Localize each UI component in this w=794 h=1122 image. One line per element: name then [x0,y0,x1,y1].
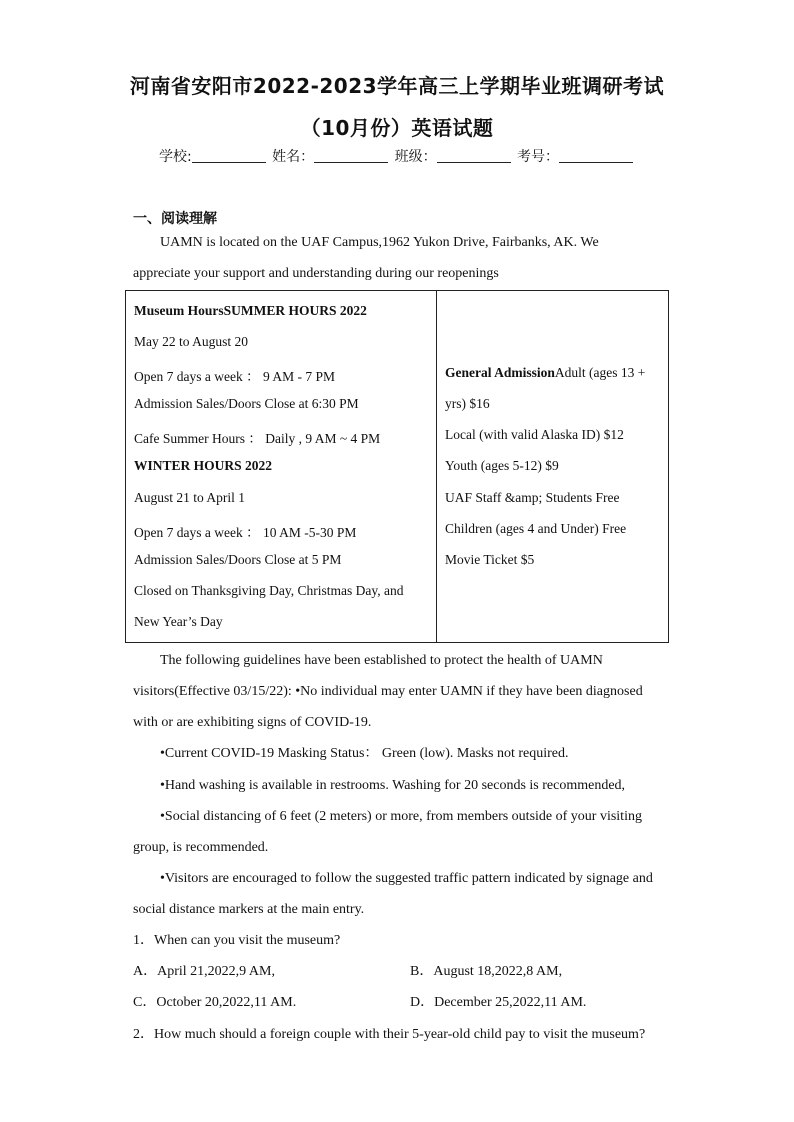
option-1b[interactable]: B．August 18,2022,8 AM, [410,964,563,979]
guideline-line: •Hand washing is available in restrooms. Washing for 20 seconds is recommended, [160,778,626,793]
winter-open-hours: Open 7 days a week ： 10 AM -5-30 PM [134,525,357,540]
general-admission: General AdmissionAdult (ages 13 + [445,365,646,380]
museum-info-table [125,290,669,643]
closed-days: Closed on Thanksgiving Day, Christmas Day, and [134,583,404,598]
cafe-hours: Cafe Summer Hours ： Daily , 9 AM ~ 4 PM [134,431,381,446]
question-1: 1．When can you visit the museum? [133,933,341,948]
closed-days-cont: New Year’s Day [134,614,223,629]
guideline-line: •Visitors are encouraged to follow the suggested traffic pattern indicated by signage and [160,871,653,886]
name-blank[interactable] [314,148,388,163]
option-1d[interactable]: D．December 25,2022,11 AM. [410,995,587,1010]
guideline-line: •Current COVID-19 Masking Status： Green (low). Masks not required. [160,746,569,761]
youth-price: Youth (ages 5-12) $9 [445,458,559,473]
adult-price: yrs) $16 [445,396,490,411]
name-label: 姓名： [272,149,315,165]
guideline-line: •Social distancing of 6 feet (2 meters) or more, from members outside of your visiting [160,809,642,824]
exam-number-blank[interactable] [559,148,633,163]
option-1c[interactable]: C．October 20,2022,11 AM. [133,995,297,1010]
question-2: 2．How much should a foreign couple with their 5-year-old child pay to visit the museum? [133,1027,646,1042]
page-title: 河南省安阳市2022-2023学年高三上学期毕业班调研考试 [129,74,665,98]
summer-close-time: Admission Sales/Doors Close at 6:30 PM [134,396,359,411]
option-1a[interactable]: A．April 21,2022,9 AM, [133,964,275,979]
guideline-line: with or are exhibiting signs of COVID-19. [133,715,372,730]
school-blank[interactable] [192,148,266,163]
winter-close-time: Admission Sales/Doors Close at 5 PM [134,552,342,567]
museum-hours-heading: Museum HoursSUMMER HOURS 2022 [134,303,367,318]
page-subtitle: （10月份）英语试题 [300,116,494,140]
summer-open-hours: Open 7 days a week ： 9 AM - 7 PM [134,369,335,384]
winter-hours-heading: WINTER HOURS 2022 [134,458,273,473]
local-price: Local (with valid Alaska ID) $12 [445,427,624,442]
guideline-line: social distance markers at the main entry. [133,902,365,917]
intro-text: UAMN is located on the UAF Campus,1962 Yukon Drive, Fairbanks, AK. We [160,235,599,250]
guideline-line: group, is recommended. [133,840,269,855]
guideline-line: visitors(Effective 03/15/22): •No individual may enter UAMN if they have been diagnosed [133,684,643,699]
movie-ticket-price: Movie Ticket $5 [445,552,535,567]
children-price: Children (ages 4 and Under) Free [445,521,627,536]
guideline-line: The following guidelines have been established to protect the health of UAMN [160,653,603,668]
school-label: 学校: [158,149,192,165]
class-label: 班级： [394,149,437,165]
winter-dates: August 21 to April 1 [134,490,246,505]
section-title: 一、阅读理解 [133,211,217,227]
table-divider [436,291,437,642]
class-blank[interactable] [437,148,511,163]
student-info-line [0,146,794,166]
intro-text-cont: appreciate your support and understanding during our reopenings [133,266,499,281]
exam-number-label: 考号： [517,149,560,165]
staff-price: UAF Staff &amp; Students Free [445,490,620,505]
summer-dates: May 22 to August 20 [134,334,249,349]
